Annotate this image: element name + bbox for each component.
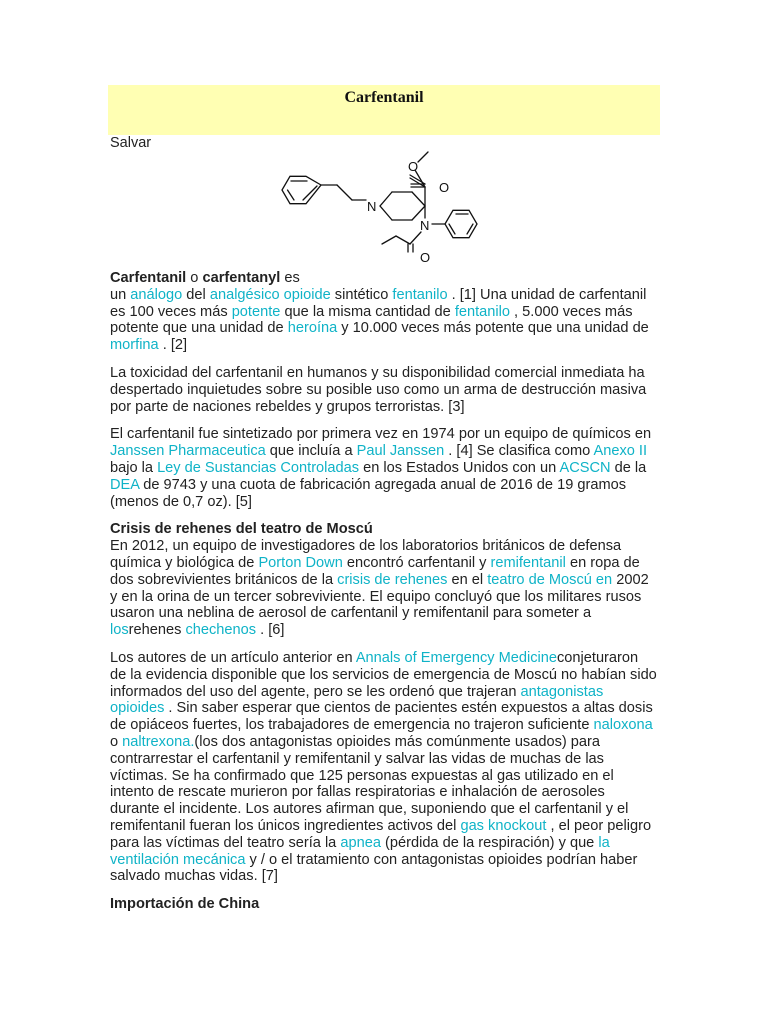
text: . [6]	[256, 622, 285, 639]
text: Los autores de un artículo anterior en	[110, 649, 356, 666]
atom-oxygen-amide: O	[420, 250, 431, 265]
text: que la misma cantidad de	[280, 303, 455, 320]
text: de la	[610, 459, 647, 476]
link-anexo-ii[interactable]: Anexo II	[593, 443, 648, 460]
text: de 9743 y una cuota de fabricación agregada anual de 2016 de 19 gramos (menos de 0,7 oz). [5]	[110, 476, 627, 510]
link-los[interactable]: los	[110, 622, 129, 639]
link-paul-janssen[interactable]: Paul Janssen	[356, 443, 445, 460]
link-analgesico-opioide[interactable]: analgésico opioide	[209, 286, 331, 303]
authors-paragraph	[110, 650, 658, 885]
text: bajo la	[110, 459, 158, 476]
atom-nitrogen-ring: N	[367, 199, 377, 214]
text: que incluía a	[265, 443, 357, 460]
term-carfentanyl: carfentanyl	[202, 270, 281, 286]
text: en ropa de dos sobrevivientes británicos de la	[110, 554, 640, 588]
link-remifentanil[interactable]: remifentanil	[490, 554, 566, 571]
link-fentanilo-2[interactable]: fentanilo	[454, 303, 510, 320]
page-title: Carfentanil	[344, 89, 424, 106]
link-acscn[interactable]: ACSCN	[559, 459, 611, 476]
carfentanil-structure-diagram	[270, 146, 500, 268]
text: del	[182, 286, 210, 303]
text: (los dos antagonistas opioides más comúnmente usados) para contrarrestar el carfentanil y remifentanil y salvar las vidas de muchas de las víctimas. Se ha confirmado que 125 personas expuestas al gas utilizado en el intento de rescate murieron por fallas respiratorias e inhalación de aerosoles durante el incidente. Los autores afirman que, suponiendo que el carfentanil y el remifentanil fueran los únicos ingredientes activos del	[110, 733, 629, 834]
link-antagonistas-opioides[interactable]: antagonistas opioides	[110, 683, 604, 717]
history-paragraph	[110, 426, 658, 510]
link-potente[interactable]: potente	[231, 303, 281, 320]
term-carfentanil: Carfentanil	[110, 270, 187, 286]
link-analogo[interactable]: análogo	[130, 286, 183, 303]
text: (pérdida de la respiración) y que	[380, 834, 599, 851]
text: en los Estados Unidos con un	[359, 459, 560, 476]
article-body	[110, 270, 658, 913]
link-heroina[interactable]: heroína	[287, 320, 338, 337]
moscow-paragraph	[110, 538, 658, 639]
link-janssen-pharmaceutica[interactable]: Janssen Pharmaceutica	[110, 443, 266, 460]
text: rehenes	[128, 622, 186, 639]
atom-nitrogen-amide: N	[420, 218, 430, 233]
link-ventilacion-mecanica[interactable]: la ventilación mecánica	[110, 834, 610, 868]
text: y 10.000 veces más potente que una unidad de	[337, 320, 649, 337]
text: , 5.000 veces más potente que una unidad de	[110, 303, 633, 337]
intro-paragraph	[110, 270, 658, 354]
text: El carfentanil fue sintetizado por primera vez en 1974 por un equipo de químicos en	[110, 426, 652, 443]
section-heading-china: Importación de China	[110, 896, 260, 913]
link-annals-emergency-medicine[interactable]: Annals of Emergency Medicine	[355, 649, 557, 666]
link-dea[interactable]: DEA	[110, 476, 140, 493]
atom-oxygen-carbonyl: O	[439, 180, 450, 195]
text: es	[280, 270, 300, 286]
link-apnea[interactable]: apnea	[340, 834, 381, 851]
text: . Sin saber esperar que cientos de pacientes estén expuestos a altas dosis de opiáceos fuertes, los trabajadores de emergencia no trajeron suficiente	[110, 700, 653, 734]
toxicity-paragraph: La toxicidad del carfentanil en humanos y su disponibilidad comercial inmediata ha despertado inquietudes sobre su posible uso como un arma de destrucción masiva por parte de naciones rebeldes y grupos terroristas. [3]	[110, 364, 647, 415]
link-teatro-de-moscu[interactable]: teatro de Moscú en	[487, 571, 613, 588]
atom-oxygen-methoxy: O	[408, 159, 419, 174]
text: y / o el tratamiento con antagonistas opioides podrían haber salvado muchas vidas. [7]	[110, 851, 638, 885]
link-morfina[interactable]: morfina	[110, 337, 159, 354]
text: En 2012, un equipo de investigadores de los laboratorios británicos de defensa química y biológica de	[110, 538, 622, 571]
save-link[interactable]: Salvar	[110, 135, 152, 151]
text: conjeturaron de la evidencia disponible que los servicios de emergencia de Moscú no habían sido informados del uso del agente, pero se les ordenó que trajeran	[110, 649, 657, 700]
link-naloxona[interactable]: naloxona	[593, 717, 653, 734]
text: 2002 y en la orina de un tercer sobreviviente. El equipo concluyó que los militares rusos usaron una neblina de aerosol de carfentanil y remifentanil para someter a	[110, 571, 649, 622]
text: , el peor peligro para las víctimas del teatro sería la	[110, 817, 652, 851]
section-heading-moscow: Crisis de rehenes del teatro de Moscú	[110, 521, 373, 538]
link-ley-sustancias-controladas[interactable]: Ley de Sustancias Controladas	[157, 459, 360, 476]
text: encontró carfentanil y	[342, 554, 491, 571]
text: . [4] Se clasifica como	[444, 443, 594, 460]
text: en el	[447, 571, 488, 588]
link-chechenos[interactable]: chechenos	[185, 622, 257, 639]
text: o	[186, 270, 203, 286]
title-banner	[108, 85, 660, 135]
text: sintético	[330, 286, 393, 303]
link-crisis-de-rehenes[interactable]: crisis de rehenes	[337, 571, 448, 588]
link-naltrexona[interactable]: naltrexona.	[122, 733, 195, 750]
text: o	[110, 733, 123, 750]
text: . [2]	[158, 337, 188, 354]
link-fentanilo[interactable]: fentanilo	[392, 286, 448, 303]
link-gas-knockout[interactable]: gas knockout	[460, 817, 547, 834]
link-porton-down[interactable]: Porton Down	[258, 554, 343, 571]
text: . [1] Una unidad de carfentanil es 100 veces más	[110, 286, 647, 320]
text: un	[110, 286, 131, 303]
